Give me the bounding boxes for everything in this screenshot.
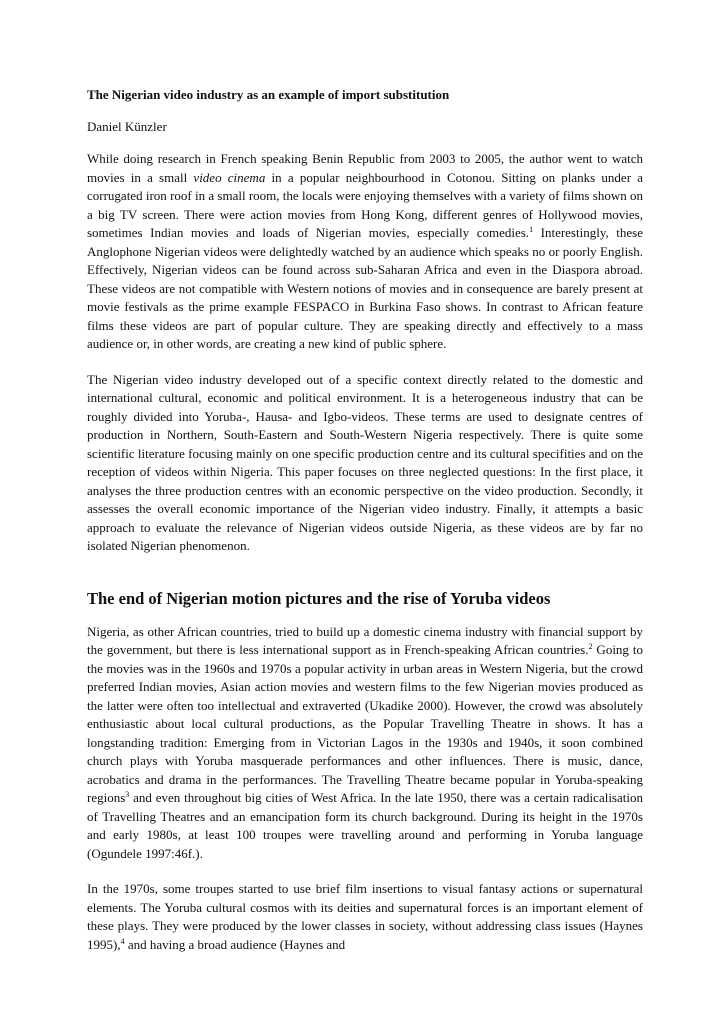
text-run: and even throughout big cities of West Africa. In the late 1950, there was a certain radicalisation of Travelling Theatres and an emancipation form its church background. During its height in the 1970s and early 1980s, at least 100 troupes were travelling around and performing in Yoruba language (Ogundele 1997:46f.). [87,790,643,861]
section-paragraph-1 [87,623,643,864]
text-run: While doing research in French speaking Benin Republic from 2003 to 2005, the author went to watch movies in a small [87,151,643,185]
footnote-ref-2: 2 [588,642,593,651]
text-run: and having a broad audience (Haynes and [124,936,346,952]
text-run: In the 1970s, some troupes started to use brief film insertions to visual fantasy actions or supernatural elements. The Yoruba cultural cosmos with its deities and supernatural forces is an important element of these plays. They were produced by the lower classes in society, without addressing class issues (Haynes 1995), [87,881,643,952]
document-title: The Nigerian video industry as an example of import substitution [87,87,450,102]
document-page [87,86,643,971]
section-heading: The end of Nigerian motion pictures and the rise of Yoruba videos [87,588,551,608]
section-paragraph-2 [87,880,643,954]
text-run: Nigeria, as other African countries, tried to build up a domestic cinema industry with financial support by the government, but there is less international support as in French-speaking African countries. [87,623,643,657]
text-run: in a popular neighbourhood in Cotonou. Sitting on planks under a corrugated iron roof in a small room, the locals were enjoying themselves with a variety of films shown on a big TV screen. There were action movies from Hong Kong, different genres of Hollywood movies, sometimes Indian movies and loads of Nigerian movies, especially comedies. [87,169,643,240]
text-run: Interestingly, these Anglophone Nigerian videos were delightedly watched by an audience which speaks no or poorly English. Effectively, Nigerian videos can be found across sub-Saharan Africa and even in the Diaspora abroad. These videos are not compatible with Western notions of movies and in consequence are barely present at movie festivals as the prime example FESPACO in Burkina Faso shows. In contrast to African feature films these videos are part of popular culture. They are speaking directly and effectively to a mass audience or, in other words, are creating a new kind of public sphere. [87,225,644,351]
footnote-ref-3: 3 [125,790,130,799]
author-name: Daniel Künzler [87,119,167,134]
emphasis-video-cinema: video cinema [193,169,266,185]
text-run: Going to the movies was in the 1960s and 1970s a popular activity in urban areas in Western Nigeria, but the crowd preferred Indian movies, Asian action movies and western films to the few Nigerian movies produced as the latter were often too intellectual and extraverted (Ukadike 2000). However, the crowd was absolutely enthusiastic about local cultural productions, as the Popular Travelling Theatre in shows. It has a longstanding tradition: Emerging from in Victorian Lagos in the 1930s and 1940s, it soon combined church plays with Yoruba masquerade performances and other influences. There is music, dance, acrobatics and drama in the performances. The Travelling Theatre became popular in Yoruba-speaking regions [87,642,643,805]
intro-paragraph-2: The Nigerian video industry developed out of a specific context directly related to the domestic and international cultural, economic and political environment. It is a heterogeneous industry that can be roughly divided into Yoruba-, Hausa- and Igbo-videos. These terms are used to designate centres of production in Northern, South-Eastern and South-Western Nigeria respectively. There is quite some scientific literature focusing mainly on one specific production centre and its cultural specifities and on the reception of videos within Nigeria. This paper focuses on three neglected questions: In the first place, it analyses the three production centres with an economic perspective on the video production. Secondly, it assesses the overall economic importance of the Nigerian video industry. Finally, it attempts a basic approach to evaluate the relevance of Nigerian videos outside Nigeria, as these videos are by far no isolated Nigerian phenomenon. [87,371,643,553]
footnote-ref-1: 1 [529,225,534,234]
intro-paragraph-1 [87,150,643,354]
footnote-ref-4: 4 [120,936,125,946]
